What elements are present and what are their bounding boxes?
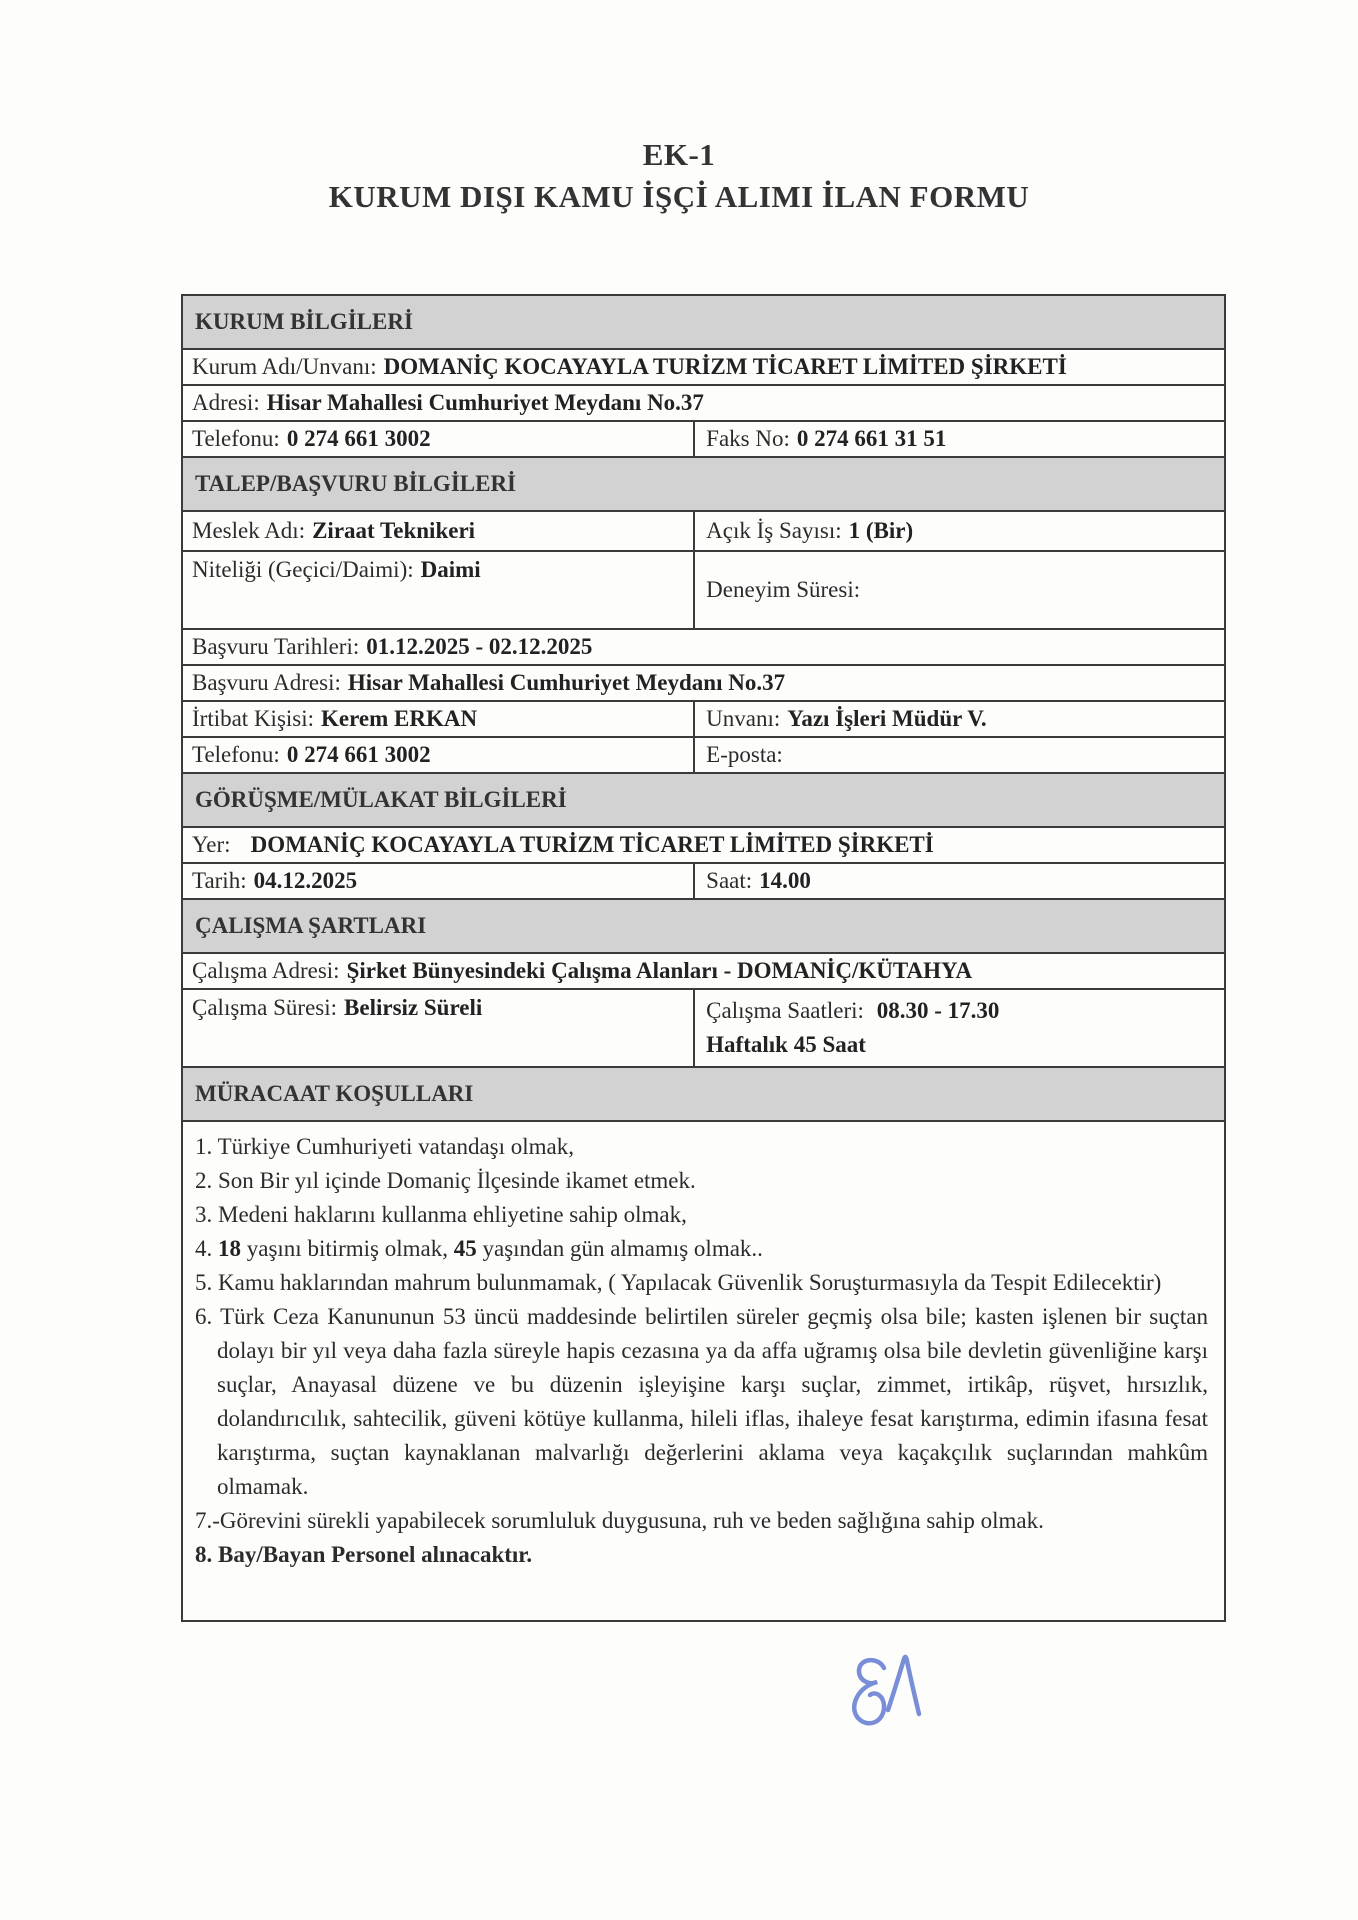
list-item-7: 7.-Görevini sürekli yapabilecek sorumluluk duygusuna, ruh ve beden sağlığına sahip olmak. bbox=[195, 1508, 1044, 1533]
row-irtibat-unvan bbox=[183, 702, 1224, 738]
unvan-label: Unvanı: bbox=[706, 706, 781, 731]
basvuru-tarih-label: Başvuru Tarihleri: bbox=[192, 634, 360, 659]
deneyim-label: Deneyim Süresi: bbox=[706, 577, 861, 602]
section-header-calisma-sartlari: ÇALIŞMA ŞARTLARI bbox=[183, 900, 1224, 954]
row-nitelik-deneyim bbox=[183, 552, 1224, 630]
irtibat-cell bbox=[183, 702, 695, 736]
basvuru-adres-value: Hisar Mahallesi Cumhuriyet Meydanı No.37 bbox=[347, 670, 786, 695]
row-meslek-acikis bbox=[183, 512, 1224, 552]
list-item-2: 2. Son Bir yıl içinde Domaniç İlçesinde ikamet etmek. bbox=[195, 1168, 696, 1193]
nitelik-value: Daimi bbox=[420, 557, 481, 582]
adres-label: Adresi: bbox=[192, 390, 260, 415]
saat-label: Saat: bbox=[706, 868, 753, 893]
section-header-muracaat-kosullari: MÜRACAAT KOŞULLARI bbox=[183, 1068, 1224, 1122]
item4-middle: yaşını bitirmiş olmak, bbox=[241, 1236, 454, 1261]
adres-value: Hisar Mahallesi Cumhuriyet Meydanı No.37 bbox=[266, 390, 704, 415]
calisma-sure-value: Belirsiz Süreli bbox=[344, 995, 483, 1020]
row-basvuru-adresi bbox=[183, 666, 1224, 702]
item4-prefix: 4. bbox=[195, 1236, 218, 1261]
deneyim-cell bbox=[695, 552, 1224, 628]
acik-is-cell bbox=[695, 512, 1224, 550]
row-adres bbox=[183, 386, 1224, 422]
meslek-value: Ziraat Teknikeri bbox=[312, 518, 476, 543]
nitelik-cell bbox=[183, 552, 695, 628]
eposta-cell bbox=[695, 738, 1224, 772]
faks-value: 0 274 661 31 51 bbox=[796, 426, 947, 451]
eposta-label: E-posta: bbox=[706, 742, 783, 767]
yer-value: DOMANİÇ KOCAYAYLA TURİZM TİCARET LİMİTED ŞİRKETİ bbox=[250, 832, 934, 857]
row-yer bbox=[183, 828, 1224, 864]
basvuru-tarih-value: 01.12.2025 - 02.12.2025 bbox=[366, 634, 593, 659]
telefon2-label: Telefonu: bbox=[192, 742, 280, 767]
row-basvuru-tarihleri bbox=[183, 630, 1224, 666]
form-code: EK-1 bbox=[642, 137, 716, 172]
tarih-label: Tarih: bbox=[192, 868, 247, 893]
row-tarih-saat bbox=[183, 864, 1224, 900]
section-header-talep-basvuru: TALEP/BAŞVURU BİLGİLERİ bbox=[183, 458, 1224, 512]
row-calisma-suresi-saatleri bbox=[183, 990, 1224, 1068]
acik-is-label: Açık İş Sayısı: bbox=[706, 518, 842, 543]
faks-cell bbox=[695, 422, 1224, 456]
basvuru-adres-label: Başvuru Adresi: bbox=[192, 670, 341, 695]
tarih-value: 04.12.2025 bbox=[253, 868, 358, 893]
irtibat-value: Kerem ERKAN bbox=[321, 706, 478, 731]
section-header-gorusme-mulakat: GÖRÜŞME/MÜLAKAT BİLGİLERİ bbox=[183, 774, 1224, 828]
calisma-saatleri-value: 08.30 - 17.30 bbox=[876, 998, 1000, 1023]
list-item-5: 5. Kamu haklarından mahrum bulunmamak, ( Yapılacak Güvenlik Soruşturmasıyla da Tespit Edilecektir) bbox=[195, 1270, 1162, 1295]
irtibat-label: İrtibat Kişisi: bbox=[192, 706, 315, 731]
calisma-saatleri-label: Çalışma Saatleri: bbox=[706, 998, 864, 1023]
list-item-1: 1. Türkiye Cumhuriyeti vatandaşı olmak, bbox=[195, 1134, 575, 1159]
form-table bbox=[181, 294, 1226, 1622]
yer-label: Yer: bbox=[192, 832, 231, 857]
list-item-6: 6. Türk Ceza Kanununun 53 üncü maddesinde belirtilen süreler geçmiş olsa bile; kasten işlenen bir suçtan dolayı bir yıl veya daha fazla süreyle hapis cezasına ya da affa uğramış olsa bile devletin güvenliğine karşı suçlar, Anayasal düzene ve bu düzenin işleyişine karşı suçlar, zimmet, irtikâp, rüşvet, hırsızlık, dolandırıcılık, sahtecilik, güveni kötüye kullanma, hileli iflas, ihaleye fesat karıştırma, edimin ifasına fesat karıştırma, suçtan kaynaklanan malvarlığı değerlerini aklama veya kaçakçılık suçlarından mahkûm olmamak. bbox=[195, 1304, 1208, 1499]
form-title: KURUM DIŞI KAMU İŞÇİ ALIMI İLAN FORMU bbox=[328, 179, 1030, 214]
item4-suffix: yaşından gün almamış olmak.. bbox=[476, 1236, 763, 1261]
list-item-4 bbox=[195, 1232, 1208, 1266]
calisma-sure-cell bbox=[183, 990, 695, 1066]
kurum-adi-value: DOMANİÇ KOCAYAYLA TURİZM TİCARET LİMİTED ŞİRKETİ bbox=[383, 354, 1067, 379]
meslek-label: Meslek Adı: bbox=[192, 518, 306, 543]
requirements-list bbox=[183, 1122, 1224, 1620]
row-telefon-faks bbox=[183, 422, 1224, 458]
calisma-saatleri-line1 bbox=[706, 994, 999, 1028]
calisma-adres-label: Çalışma Adresi: bbox=[192, 958, 340, 983]
row-calisma-adresi bbox=[183, 954, 1224, 990]
list-item-3: 3. Medeni haklarını kullanma ehliyetine sahip olmak, bbox=[195, 1202, 687, 1227]
telefon-value: 0 274 661 3002 bbox=[286, 426, 431, 451]
telefon2-value: 0 274 661 3002 bbox=[286, 742, 431, 767]
saat-cell bbox=[695, 864, 1224, 898]
telefon2-cell bbox=[183, 738, 695, 772]
calisma-adres-value: Şirket Bünyesindeki Çalışma Alanları - DOMANİÇ/KÜTAHYA bbox=[346, 958, 973, 983]
row-telefon-eposta bbox=[183, 738, 1224, 774]
item4-age-max: 45 bbox=[453, 1236, 477, 1261]
saat-value: 14.00 bbox=[759, 868, 811, 893]
telefon-cell bbox=[183, 422, 695, 456]
row-kurum-adi bbox=[183, 350, 1224, 386]
calisma-saatleri-line2: Haftalık 45 Saat bbox=[706, 1032, 866, 1057]
document-title-block bbox=[0, 134, 1358, 218]
calisma-saatleri-cell bbox=[695, 990, 1224, 1066]
item4-age-min: 18 bbox=[218, 1236, 241, 1261]
section-header-kurum-bilgileri: KURUM BİLGİLERİ bbox=[183, 296, 1224, 350]
nitelik-label: Niteliği (Geçici/Daimi): bbox=[192, 557, 414, 582]
calisma-sure-label: Çalışma Süresi: bbox=[192, 995, 338, 1020]
meslek-cell bbox=[183, 512, 695, 550]
unvan-value: Yazı İşleri Müdür V. bbox=[787, 706, 987, 731]
acik-is-value: 1 (Bir) bbox=[848, 518, 914, 543]
faks-label: Faks No: bbox=[706, 426, 790, 451]
unvan-cell bbox=[695, 702, 1224, 736]
list-item-8: 8. Bay/Bayan Personel alınacaktır. bbox=[195, 1542, 533, 1567]
kurum-adi-label: Kurum Adı/Unvanı: bbox=[192, 354, 377, 379]
signature-handwriting bbox=[838, 1652, 948, 1747]
telefon-label: Telefonu: bbox=[192, 426, 280, 451]
tarih-cell bbox=[183, 864, 695, 898]
